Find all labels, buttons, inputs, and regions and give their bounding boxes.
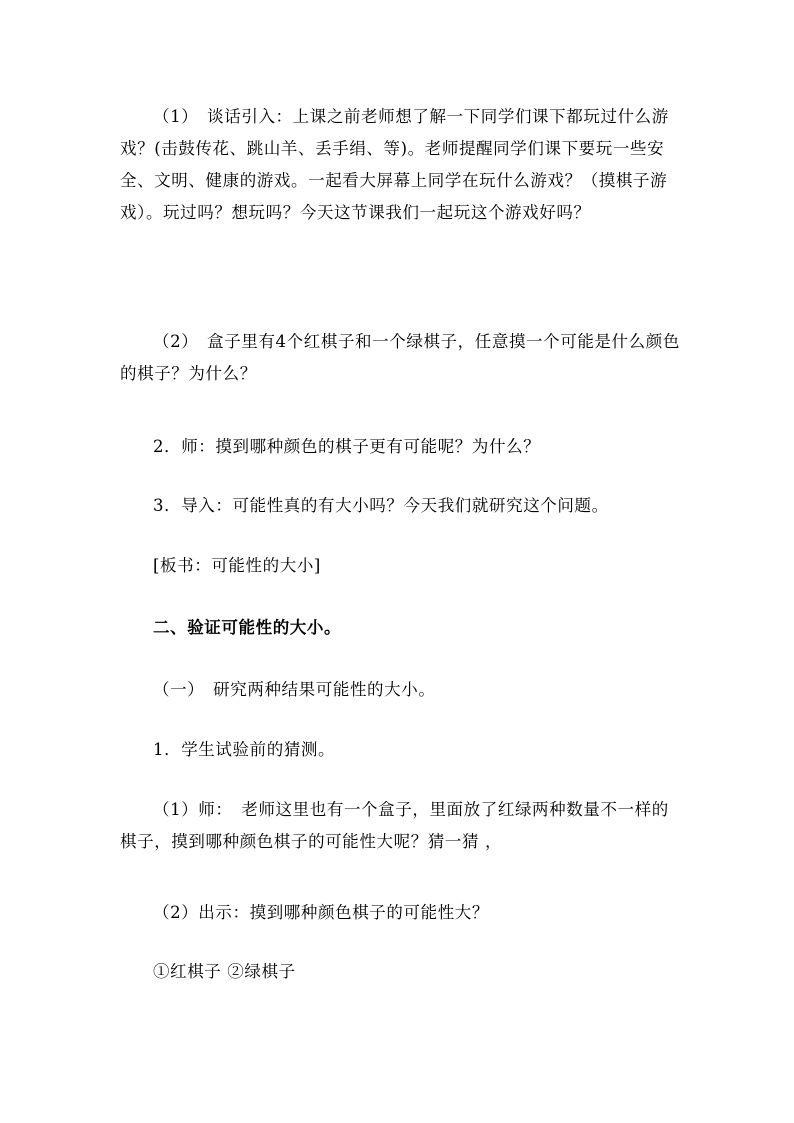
paragraph-teacher-question: 2．师：摸到哪种颜色的棋子更有可能呢？为什么？ bbox=[153, 437, 541, 456]
section-heading: 二、验证可能性的大小。 bbox=[153, 618, 342, 637]
paragraph-options: ①红棋子 ②绿棋子 bbox=[153, 962, 296, 981]
paragraph-show-question: （2）出示：摸到哪种颜色棋子的可能性大？ bbox=[153, 903, 489, 922]
paragraph-study-two-results: （一） 研究两种结果可能性的大小。 bbox=[153, 680, 436, 699]
paragraph-introduction: 3．导入：可能性真的有大小吗？今天我们就研究这个问题。 bbox=[153, 496, 609, 515]
paragraph-student-guess: 1．学生试验前的猜测。 bbox=[153, 740, 336, 759]
paragraph-teacher-box: （1）师： 老师这里也有一个盒子，里面放了红绿两种数量不一样的棋子，摸到哪种颜色棋子的可能性大呢？猜一猜 ， bbox=[120, 800, 669, 851]
paragraph-board-note: [板书：可能性的大小] bbox=[153, 556, 321, 575]
paragraph-intro-talk: （1） 谈话引入：上课之前老师想了解一下同学们课下都玩过什么游戏？(击鼓传花、跳山羊、丢手绢、等)。老师提醒同学们课下要玩一些安全、文明、健康的游戏。一起看大屏幕上同学在玩什么游戏？（摸棋子游戏）。玩过吗？想玩吗？今天这节课我们一起玩这个游戏好吗？ bbox=[120, 107, 669, 222]
paragraph-box-question: （2） 盒子里有4个红棋子和一个绿棋子，任意摸一个可能是什么颜色的棋子？为什么？ bbox=[120, 332, 680, 383]
